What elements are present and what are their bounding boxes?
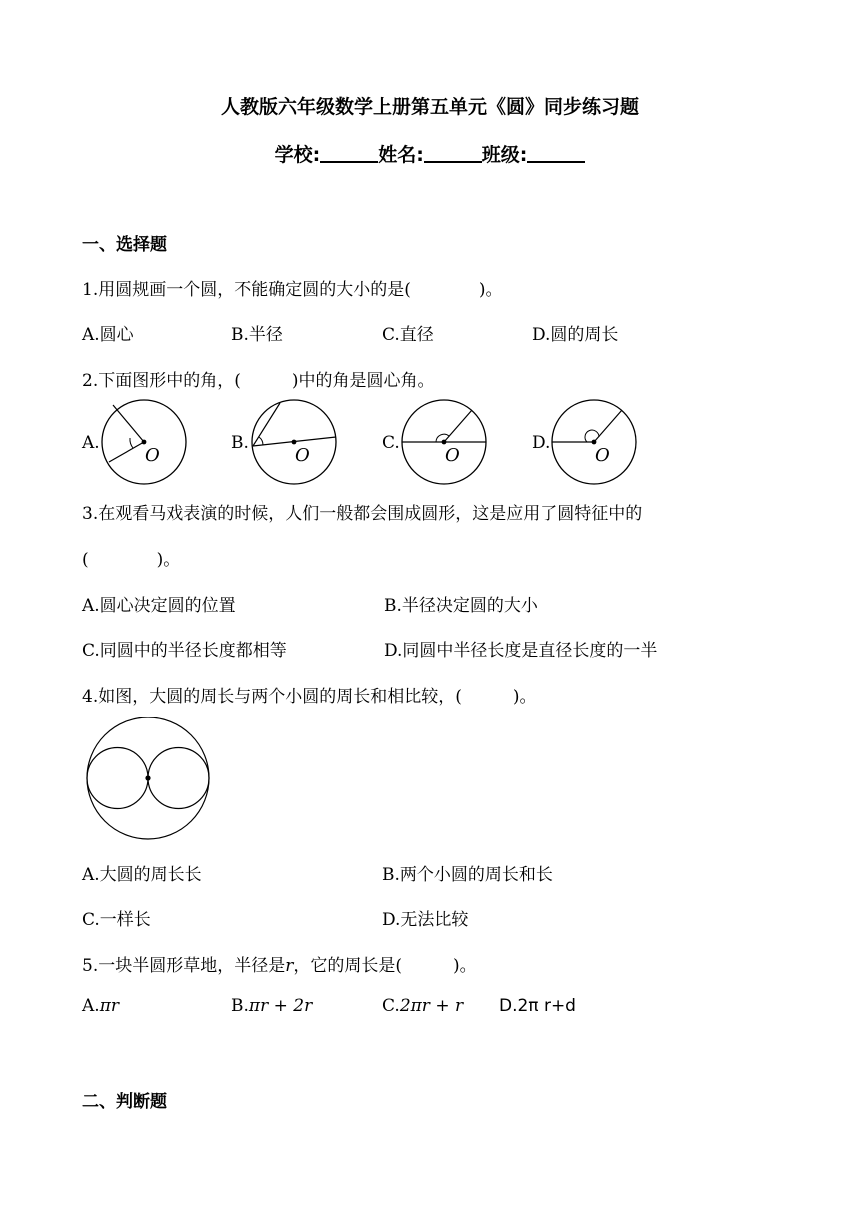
school-blank <box>320 143 378 163</box>
q3-option-d: D.同圆中半径长度是直径长度的一半 <box>384 641 658 661</box>
q5-stem-suffix: ，它的周长是( )。 <box>293 956 477 976</box>
q1-option-b: B.半径 <box>231 325 283 345</box>
q4-option-a: A.大圆的周长长 <box>82 865 202 885</box>
q5-option-c <box>382 996 463 1016</box>
question-3-stem-line1: 3.在观看马戏表演的时候，人们一般都会围成圆形，这是应用了圆特征中的 <box>82 504 643 524</box>
q1-option-c: C.直径 <box>382 325 434 345</box>
q2-d-center-label: O <box>595 445 610 466</box>
question-4-stem: 4.如图，大圆的周长与两个小圆的周长和相比较，( )。 <box>82 687 537 707</box>
q2-a-center-label: O <box>145 445 160 466</box>
q3-option-a: A.圆心决定圆的位置 <box>82 596 236 616</box>
q5-option-c-label: C. <box>382 996 400 1016</box>
q2-figure-c <box>400 398 490 488</box>
name-blank <box>424 143 482 163</box>
q1-option-d: D.圆的周长 <box>532 325 619 345</box>
class-label: 班级: <box>481 144 528 166</box>
q2-figure-b <box>250 398 340 488</box>
q2-figure-d <box>550 398 640 488</box>
q5-option-b-math: πr + 2r <box>248 996 313 1016</box>
q2-option-d-label: D. <box>532 433 551 453</box>
class-blank <box>527 143 585 163</box>
q3-option-b: B.半径决定圆的大小 <box>384 596 538 616</box>
section-judge-title: 二、判断题 <box>82 1092 167 1112</box>
q4-option-c: C.一样长 <box>82 910 151 930</box>
q5-stem-prefix: 5.一块半圆形草地，半径是 <box>82 956 286 976</box>
q5-option-a-label: A. <box>82 996 100 1016</box>
q5-option-b-label: B. <box>231 996 249 1016</box>
page-title: 人教版六年级数学上册第五单元《圆》同步练习题 <box>220 96 639 118</box>
q1-option-a: A.圆心 <box>82 325 134 345</box>
q4-option-b: B.两个小圆的周长和长 <box>382 865 553 885</box>
q5-option-b <box>231 996 312 1016</box>
q3-option-c: C.同圆中的半径长度都相等 <box>82 641 287 661</box>
section-choice-title: 一、选择题 <box>82 235 167 255</box>
q5-option-a <box>82 996 119 1016</box>
question-5-stem <box>82 951 477 976</box>
question-2-stem: 2.下面图形中的角，( )中的角是圆心角。 <box>82 371 435 391</box>
q5-option-d: D.2π r+d <box>499 996 576 1016</box>
q2-figure-a <box>100 398 190 488</box>
question-3-stem-line2: ( )。 <box>82 550 181 570</box>
q4-circles-figure <box>84 717 214 843</box>
q2-c-center-label: O <box>445 445 460 466</box>
q4-option-d: D.无法比较 <box>382 910 469 930</box>
q2-b-center-label: O <box>295 445 310 466</box>
q2-option-c-label: C. <box>382 433 400 453</box>
question-1-stem: 1.用圆规画一个圆，不能确定圆的大小的是( )。 <box>82 280 503 300</box>
q2-option-a-label: A. <box>82 433 100 453</box>
q5-option-a-math: πr <box>99 996 119 1016</box>
student-info-line <box>0 140 860 167</box>
q5-option-c-math: 2πr + r <box>399 996 464 1016</box>
q5-stem-variable: r <box>285 956 294 976</box>
school-label: 学校: <box>274 144 321 166</box>
q2-option-b-label: B. <box>231 433 249 453</box>
name-label: 姓名: <box>378 144 424 166</box>
